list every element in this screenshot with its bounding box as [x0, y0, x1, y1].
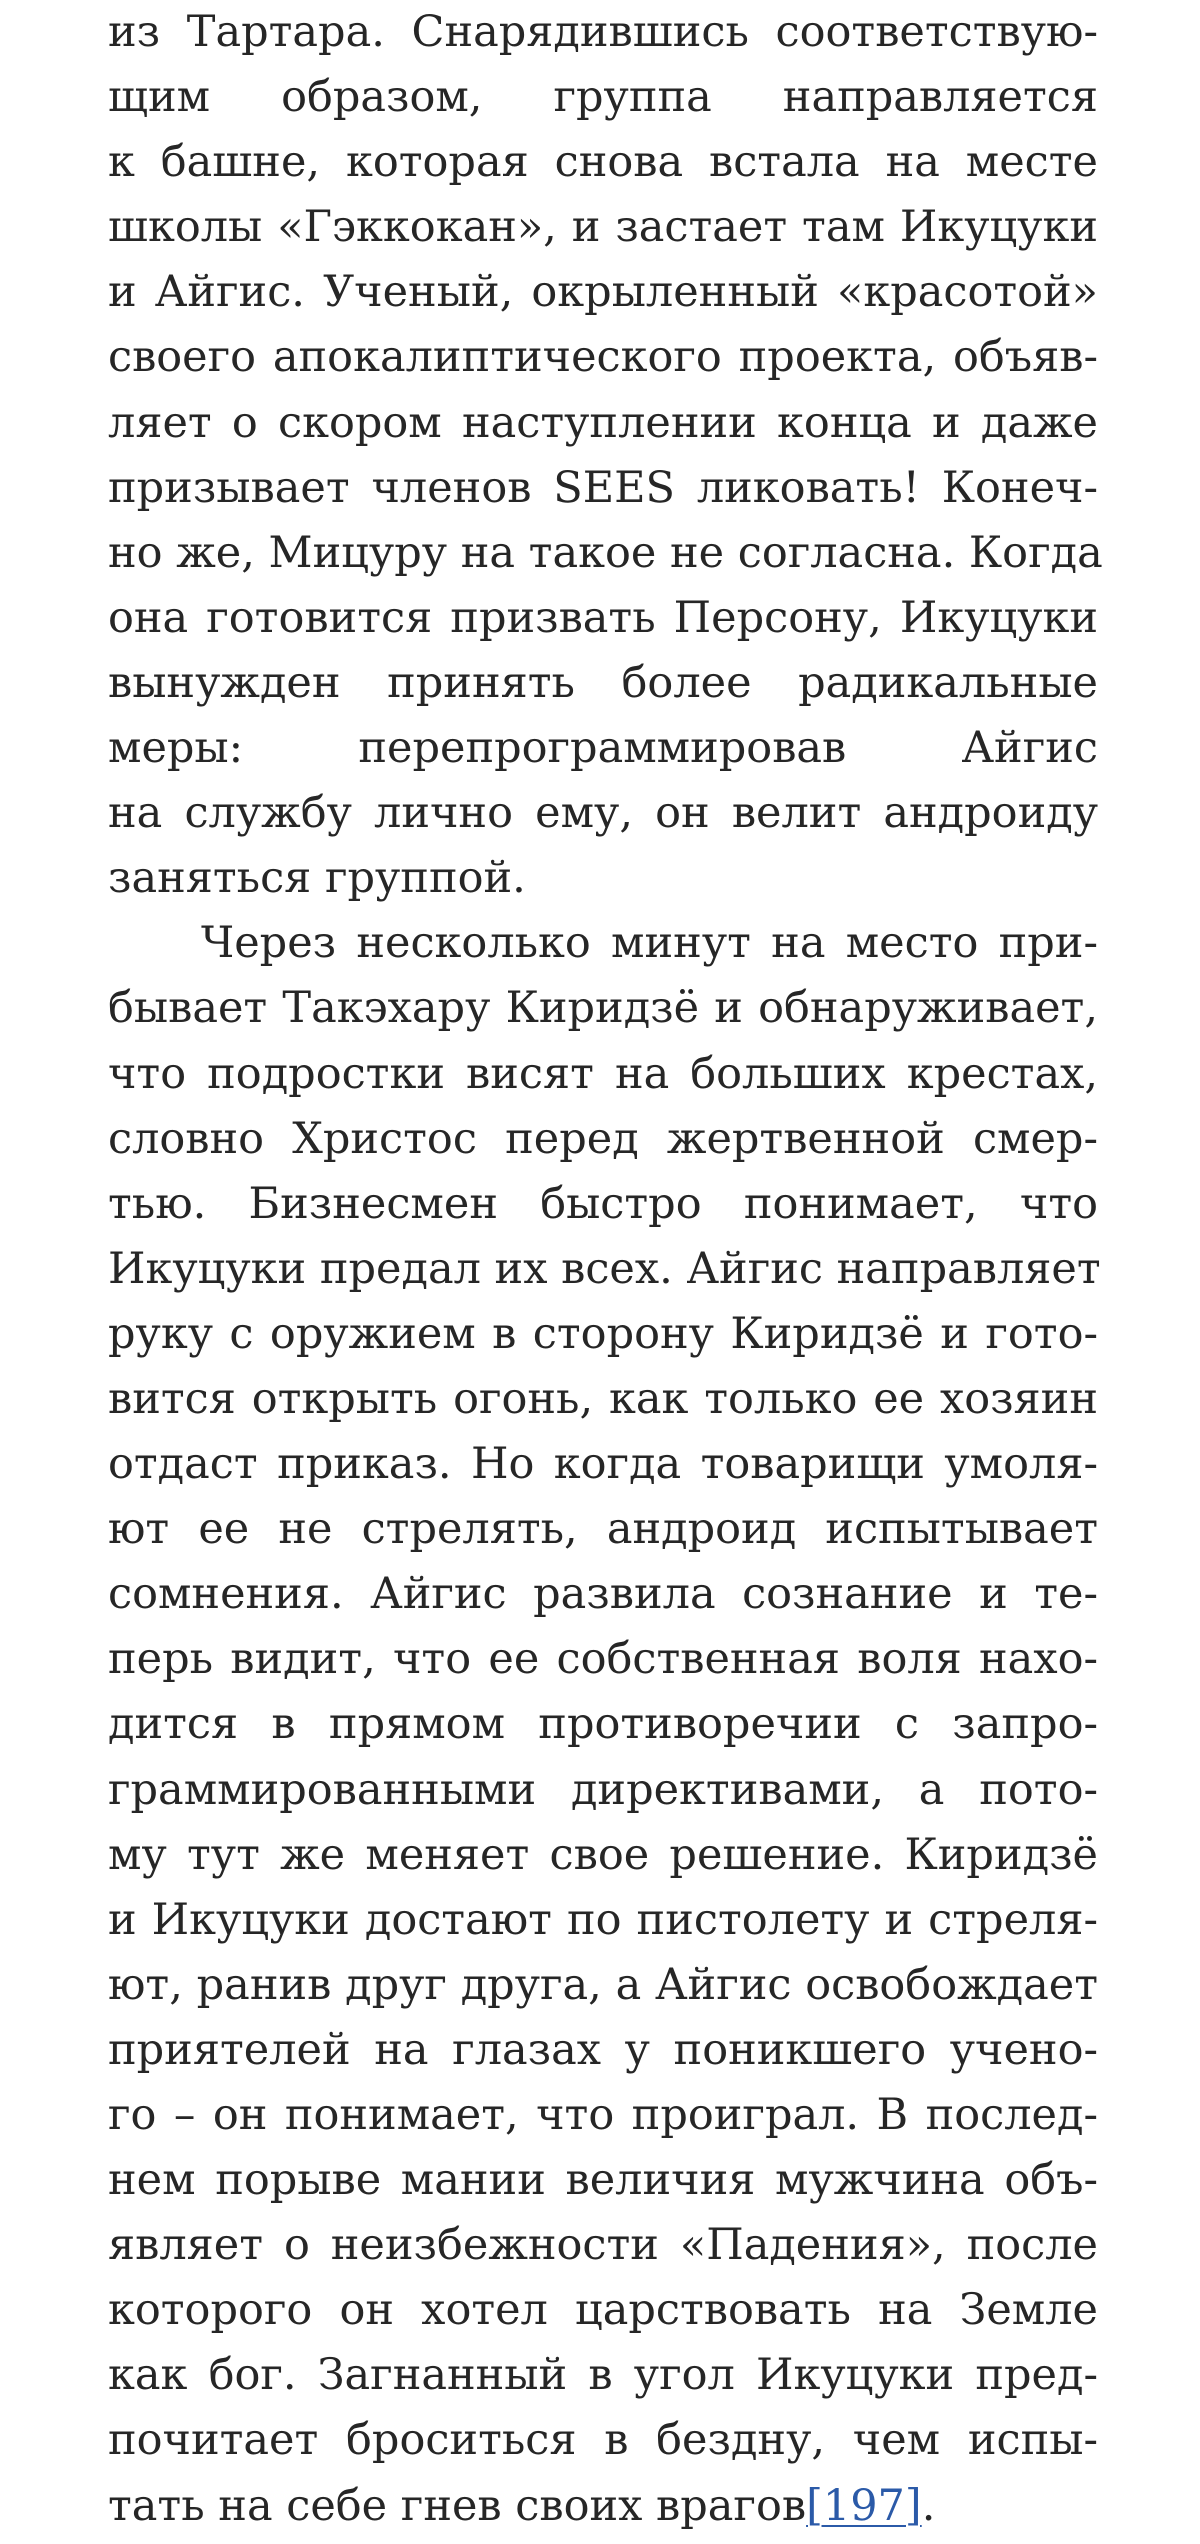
text-line: ют ее не стрелять, андроид испытывает	[108, 1504, 1098, 1555]
footnote-link[interactable]: [197]	[806, 2480, 922, 2531]
final-line-text: тать на себе гнев своих врагов	[108, 2480, 807, 2531]
text-line: как бог. Загнанный в угол Икуцуки пред-	[108, 2350, 1098, 2401]
text-line: и Икуцуки достают по пистолету и стреля-	[108, 1894, 1098, 1945]
text-line: к башне, которая снова встала на месте	[108, 137, 1098, 188]
final-line-period: .	[921, 2480, 936, 2531]
text-line: сомнения. Айгис развила сознание и те-	[108, 1569, 1098, 1620]
text-line: нем порыве мании величия мужчина объ-	[108, 2155, 1098, 2206]
text-line: словно Христос перед жертвенной смер-	[108, 1113, 1098, 1164]
text-line: из Тартара. Снарядившись соответствую-	[108, 7, 1098, 57]
text-line: Икуцуки предал их всех. Айгис направляет	[108, 1243, 1101, 1294]
text-line: щим образом, группа направляется	[108, 72, 1098, 123]
text-line: школы «Гэккокан», и застает там Икуцуки	[108, 202, 1098, 253]
text-line-final	[108, 2474, 1098, 2539]
text-line: призывает членов SEES ликовать! Конеч-	[108, 462, 1098, 513]
text-line: ют, ранив друг друга, а Айгис освобождает	[108, 1959, 1098, 2010]
text-line: заняться группой.	[108, 853, 526, 904]
text-line: она готовится призвать Персону, Икуцуки	[108, 592, 1098, 643]
text-line: ляет о скором наступлении конца и даже	[108, 397, 1098, 448]
text-line: тью. Бизнесмен быстро понимает, что	[108, 1178, 1098, 1229]
text-line: своего апокалиптического проекта, объяв-	[108, 332, 1098, 383]
book-page	[108, 0, 1103, 2539]
text-line: перь видит, что ее собственная воля нахо-	[108, 1634, 1098, 1685]
text-line: го – он понимает, что проиграл. В послед-	[108, 2090, 1098, 2140]
text-line: являет о неизбежности «Падения», после	[108, 2220, 1098, 2271]
text-line: что подростки висят на больших крестах,	[108, 1048, 1098, 1099]
text-line: му тут же меняет свое решение. Киридзё	[108, 1829, 1098, 1880]
text-line: почитает броситься в бездну, чем испы-	[108, 2415, 1098, 2466]
text-line: бывает Такэхару Киридзё и обнаруживает,	[108, 983, 1098, 1034]
text-line: Через несколько минут на место при-	[201, 918, 1098, 969]
text-line: граммированными директивами, а пото-	[108, 1764, 1098, 1815]
text-line: вится открыть огонь, как только ее хозяин	[108, 1373, 1098, 1424]
paragraph-1	[108, 0, 1103, 911]
text-line: дится в прямом противоречии с запро-	[108, 1699, 1098, 1750]
paragraph-2	[108, 911, 1101, 2538]
text-line: на службу лично ему, он велит андроиду	[108, 788, 1098, 839]
text-line: руку с оружием в сторону Киридзё и гото-	[108, 1308, 1098, 1359]
text-line: меры: перепрограммировав Айгис	[108, 723, 1098, 774]
text-line: приятелей на глазах у поникшего учено-	[108, 2024, 1098, 2075]
text-line: вынужден принять более радикальные	[108, 657, 1098, 708]
text-line: отдаст приказ. Но когда товарищи умоля-	[108, 1439, 1098, 1490]
text-line: но же, Мицуру на такое не согласна. Когда	[108, 527, 1103, 578]
text-line: которого он хотел царствовать на Земле	[108, 2285, 1098, 2336]
text-line: и Айгис. Ученый, окрыленный «красотой»	[108, 267, 1098, 318]
